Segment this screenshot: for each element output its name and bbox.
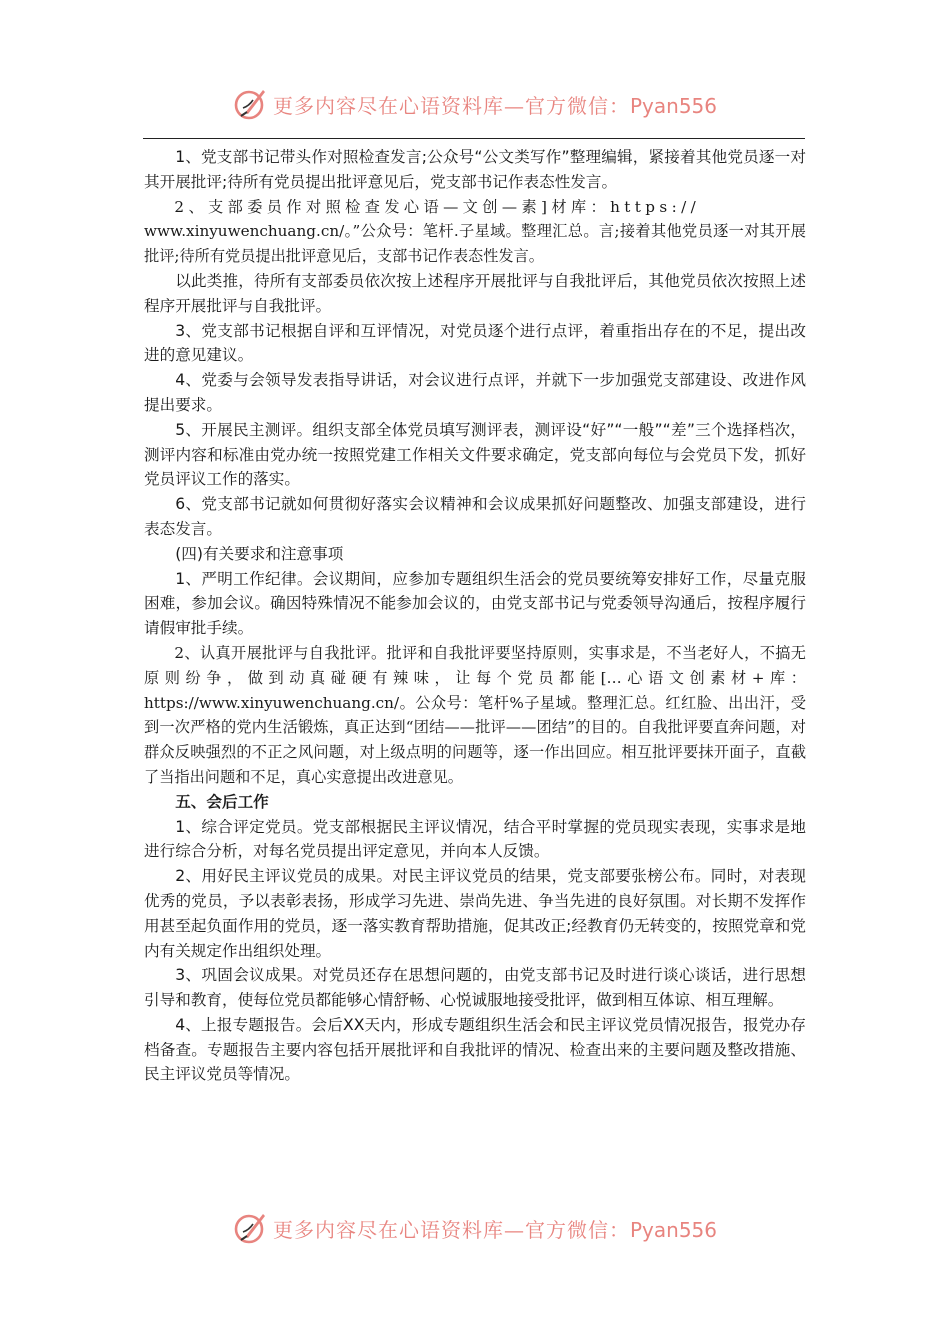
paragraph: 3、党支部书记根据自评和互评情况，对党员逐个进行点评，着重指出存在的不足，提出改进的意见建议。 bbox=[144, 321, 806, 365]
banner-handle: Pyan556 bbox=[629, 93, 717, 118]
header-banner bbox=[0, 84, 950, 124]
paragraph: 2、支部委员作对照检查发心语—文创—素]材库：https:// bbox=[174, 197, 701, 216]
footer-banner bbox=[0, 1208, 950, 1248]
paragraph: 以此类推，待所有支部委员依次按上述程序开展批评与自我批评后，其他党员依次按照上述程序开展批评与自我批评。 bbox=[144, 271, 806, 315]
quill-logo-icon bbox=[233, 86, 269, 122]
banner-official: 官方微信： bbox=[524, 1217, 630, 1242]
banner-title: 更多内容尽在心语资料库 bbox=[272, 93, 504, 118]
paragraph: 1、综合评定党员。党支部根据民主评议情况，结合平时掌握的党员现实表现，实事求是地进行综合分析，对每名党员提出评定意见，并向本人反馈。 bbox=[144, 817, 806, 861]
paragraph: 1、严明工作纪律。会议期间，应参加专题组织生活会的党员要统筹安排好工作，尽量克服困难，参加会议。确因特殊情况不能参加会议的，由党支部书记与党委领导沟通后，按程序履行请假审批手续。 bbox=[144, 569, 806, 638]
banner-dash: — bbox=[503, 93, 525, 118]
paragraph: 6、党支部书记就如何贯彻好落实会议精神和会议成果抓好问题整改、加强支部建设，进行表态发言。 bbox=[144, 495, 806, 538]
banner-handle: Pyan556 bbox=[629, 1217, 717, 1242]
banner-official: 官方微信： bbox=[524, 93, 630, 118]
banner-text bbox=[273, 90, 717, 119]
document-body bbox=[144, 145, 806, 1087]
paragraph: 4、党委与会领导发表指导讲话，对会议进行点评，并就下一步加强党支部建设、改进作风提出要求。 bbox=[144, 371, 806, 414]
subsection-heading: (四)有关要求和注意事项 bbox=[175, 544, 344, 563]
paragraph: 5、开展民主测评。组织支部全体党员填写测评表，测评设“好”“一般”“差”三个选择档次，测评内容和标准由党办统一按照党建工作相关文件要求确定，党支部向每位与会党员下发，抓好党员评议工作的落实。 bbox=[144, 420, 806, 489]
banner-dash: — bbox=[503, 1217, 525, 1242]
section-heading: 五、会后工作 bbox=[175, 792, 269, 811]
paragraph: 3、巩固会议成果。对党员还存在思想问题的，由党支部书记及时进行谈心谈话，进行思想引导和教育，使每位党员都能够心情舒畅、心悦诚服地接受批评，做到相互体谅、相互理解。 bbox=[144, 966, 806, 1010]
paragraph: www.xinyuwenchuang.cn/。”公众号：笔杆.子星域。整理汇总。言;接着其他党员逐一对其开展批评;待所有党员提出批评意见后，支部书记作表态性发言。 bbox=[144, 222, 806, 266]
paragraph: 2、认真开展批评与自我批评。批评和自我批评要坚持原则，实事求是，不当老好人，不搞无原则纷争，做到动真碰硬有辣味，让每个党员都能[…心语文创素材+库：https://www.xinyuwenchuang.cn/。公众号：笔杆%子星域。整理汇总。红红脸、出出汗，受到一次严格的党内生活锻炼，真正达到“团结——批评——团结”的目的。自我批评要直奔问题，对群众反映强烈的不正之风问题，对上级点明的问题等，逐一作出回应。相互批评要抹开面子，直截了当指出问题和不足，真心实意提出改进意见。 bbox=[144, 643, 806, 786]
paragraph: 2、用好民主评议党员的成果。对民主评议党员的结果，党支部要张榜公布。同时，对表现优秀的党员，予以表彰表扬，形成学习先进、崇尚先进、争当先进的良好氛围。对长期不发挥作用甚至起负面作用的党员，逐一落实教育帮助措施，促其改正;经教育仍无转变的，按照党章和党内有关规定作出组织处理。 bbox=[144, 867, 806, 960]
banner-title: 更多内容尽在心语资料库 bbox=[272, 1217, 504, 1242]
header-divider bbox=[143, 138, 805, 139]
banner-text bbox=[273, 1214, 717, 1243]
paragraph: 1、党支部书记带头作对照检查发言;公众号“公文类写作”整理编辑，紧接着其他党员逐一对其开展批评;待所有党员提出批评意见后，党支部书记作表态性发言。 bbox=[144, 148, 806, 191]
paragraph: 4、上报专题报告。会后XX天内，形成专题组织生活会和民主评议党员情况报告，报党办存档备查。专题报告主要内容包括开展批评和自我批评的情况、检查出来的主要问题及整改措施、民主评议党员等情况。 bbox=[144, 1015, 806, 1084]
quill-logo-icon bbox=[233, 1210, 269, 1246]
